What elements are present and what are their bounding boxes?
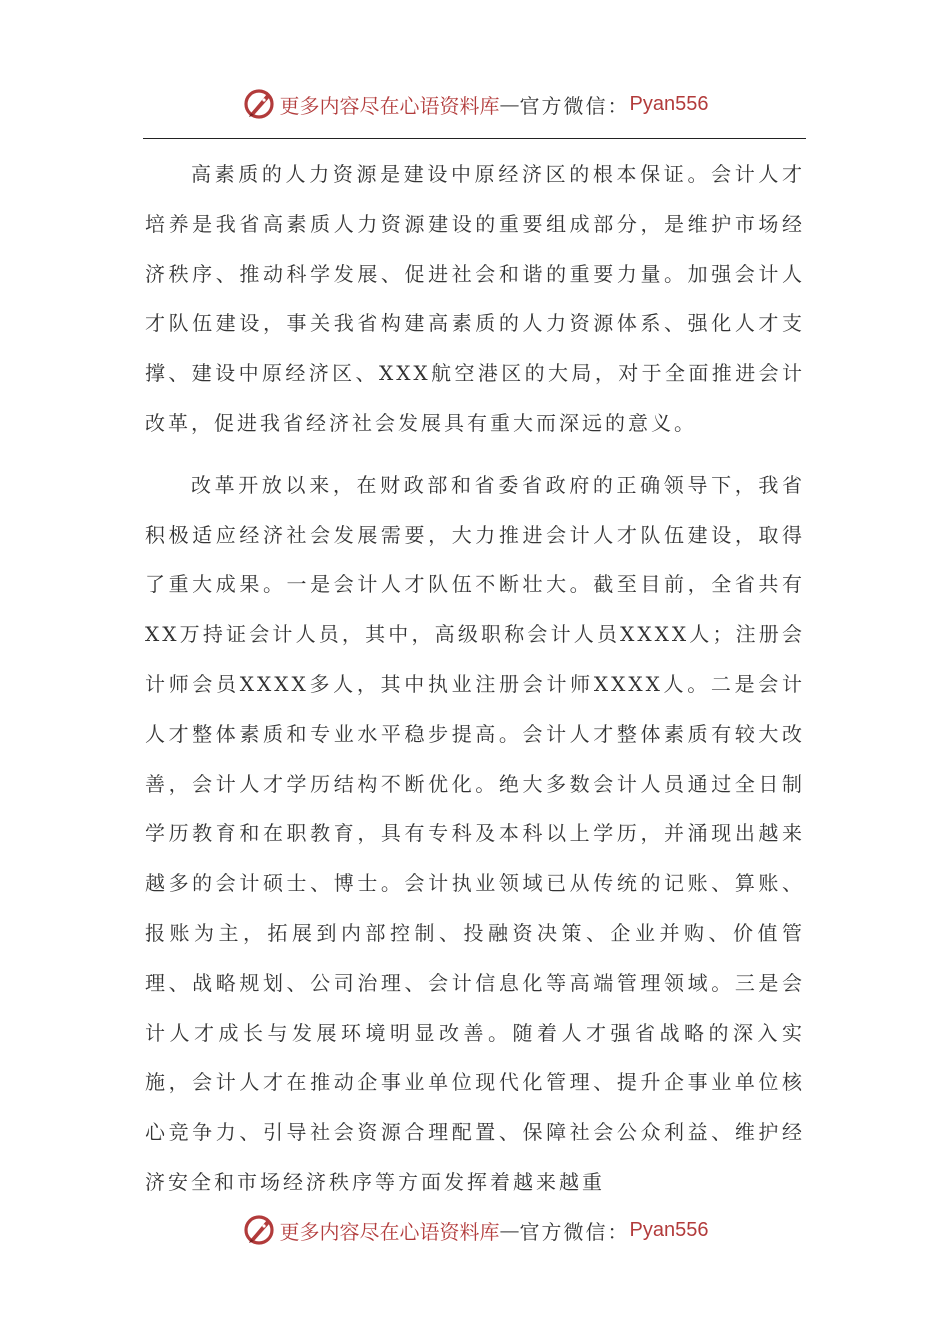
paragraph-1: 高素质的人力资源是建设中原经济区的根本保证。会计人才培养是我省高素质人力资源建设的重要组成部分，是维护市场经济秩序、推动科学发展、促进社会和谐的重要力量。加强会计人才队伍建设，事关我省构建高素质的人力资源体系、强化人才支撑、建设中原经济区、XXX航空港区的大局，对于全面推进会计改革，促进我省经济社会发展具有重大而深远的意义。	[145, 162, 805, 435]
pen-logo-icon	[242, 1213, 276, 1247]
footer-wechat-id: Pyan556	[629, 1218, 709, 1241]
footer-wechat-label: 官方微信：	[519, 1219, 630, 1244]
header-banner	[0, 84, 950, 124]
header-wechat-label: 官方微信：	[519, 93, 630, 118]
footer-separator: —	[499, 1218, 520, 1242]
footer-banner	[0, 1210, 950, 1250]
header-wechat-id: Pyan556	[629, 92, 709, 115]
header-separator: —	[499, 92, 520, 116]
pen-logo-icon	[242, 87, 276, 121]
header-brand-text: 更多内容尽在心语资料库	[279, 93, 500, 118]
paragraph-2: 改革开放以来，在财政部和省委省政府的正确领导下，我省积极适应经济社会发展需要，大力推进会计人才队伍建设，取得了重大成果。一是会计人才队伍不断壮大。截至目前，全省共有XX万持证会计人员，其中，高级职称会计人员XXXX人；注册会计师会员XXXX多人，其中执业注册会计师XXXX人。二是会计人才整体素质和专业水平稳步提高。会计人才整体素质有较大改善，会计人才学历结构不断优化。绝大多数会计人员通过全日制学历教育和在职教育，具有专科及本科以上学历，并涌现出越来越多的会计硕士、博士。会计执业领域已从传统的记账、算账、报账为主，拓展到内部控制、投融资决策、企业并购、价值管理、战略规划、公司治理、会计信息化等高端管理领域。三是会计人才成长与发展环境明显改善。随着人才强省战略的深入实施，会计人才在推动企事业单位现代化管理、提升企事业单位核心竞争力、引导社会资源合理配置、保障社会公众利益、维护经济安全和市场经济秩序等方面发挥着越来越重	[145, 472, 805, 1194]
header-divider	[143, 138, 806, 139]
document-body	[145, 150, 805, 1208]
footer-brand-text: 更多内容尽在心语资料库	[279, 1219, 500, 1244]
